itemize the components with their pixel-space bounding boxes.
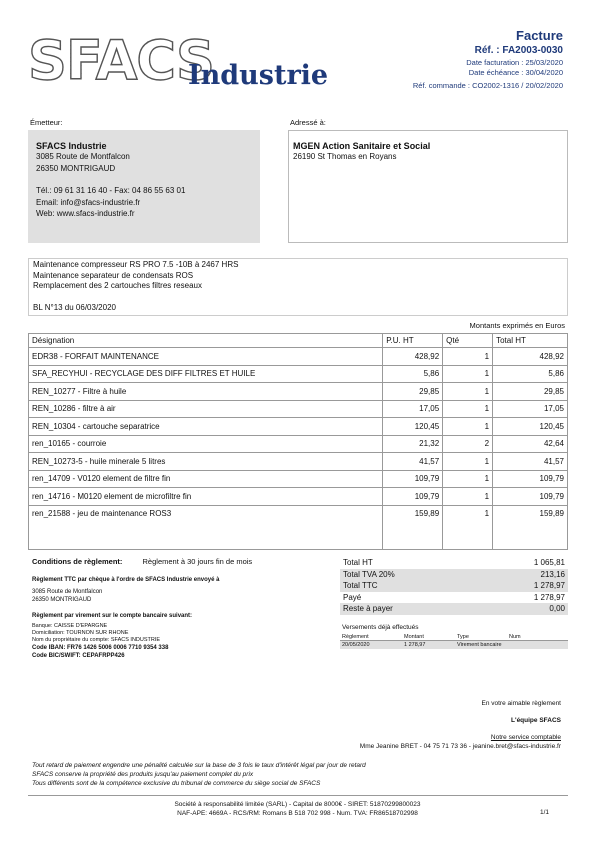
versements-title: Versements déjà effectués <box>342 624 419 631</box>
cell-designation: ren_21588 - jeu de maintenance ROS3 <box>29 505 383 549</box>
cell-pu: 159,89 <box>383 505 443 549</box>
cell-pu: 428,92 <box>383 348 443 366</box>
cell-designation: REN_10277 - Filtre à huile <box>29 383 383 401</box>
table-row <box>29 488 568 506</box>
total-ht-line <box>340 557 568 569</box>
footer-divider <box>28 795 568 796</box>
emetteur-tel: Tél.: 09 61 31 16 40 - Fax: 04 86 55 63 01 <box>36 186 186 195</box>
cell-qte: 1 <box>443 348 493 366</box>
cell-total: 17,05 <box>493 400 568 418</box>
destinataire-name: MGEN Action Sanitaire et Social <box>293 141 431 151</box>
cell-pu: 120,45 <box>383 418 443 436</box>
bic: Code BIC/SWIFT: CEPAFRPP426 <box>32 653 125 659</box>
date-facturation: Date facturation : 25/03/2020 <box>466 58 563 67</box>
total-ttc-line <box>340 580 568 592</box>
totals-block <box>340 557 568 615</box>
description-line: Maintenance separateur de condensats ROS <box>33 270 194 280</box>
legal-line: Tout retard de paiement engendre une pénalité calculée sur la base de 3 fois le taux d'intérêt légal par jour de retard <box>32 762 366 769</box>
total-label: Reste à payer <box>343 604 393 613</box>
col-pu: P.U. HT <box>383 334 443 348</box>
total-value: 0,00 <box>549 604 565 613</box>
virement-title: Règlement par virement sur le compte bancaire suivant: <box>32 613 193 619</box>
cell-qte: 1 <box>443 470 493 488</box>
cell-qte: 2 <box>443 435 493 453</box>
cell-total: 109,79 <box>493 488 568 506</box>
emetteur-addr2: 26350 MONTRIGAUD <box>36 163 116 173</box>
emetteur-addr1: 3085 Route de Montfalcon <box>36 152 130 161</box>
proprietaire: Nom du propriétaire du compte: SFACS INDUSTRIE <box>32 637 161 643</box>
vers-header: Montant <box>404 634 424 640</box>
cell-pu: 41,57 <box>383 453 443 471</box>
cell-qte: 1 <box>443 383 493 401</box>
total-label: Total HT <box>343 558 373 567</box>
cell-pu: 109,79 <box>383 470 443 488</box>
cell-total: 41,57 <box>493 453 568 471</box>
table-row <box>29 383 568 401</box>
ref-commande: Réf. commande : CO2002-1316 / 20/02/2020 <box>412 81 563 90</box>
cell-qte: 1 <box>443 488 493 506</box>
emetteur-name: SFACS Industrie <box>36 141 107 151</box>
cell-total: 428,92 <box>493 348 568 366</box>
invoice-ref: Réf. : FA2003-0030 <box>474 45 563 56</box>
iban: Code IBAN: FR76 1426 5006 0006 7710 9354 338 <box>32 645 169 651</box>
closing-block <box>482 700 562 741</box>
cell-pu: 5,86 <box>383 365 443 383</box>
versements-table <box>340 634 568 649</box>
emetteur-label: Émetteur: <box>30 118 63 127</box>
table-row <box>29 470 568 488</box>
cheque-addr1: 3085 Route de Montfalcon <box>32 589 103 595</box>
invoice-lines-table <box>28 333 568 550</box>
cell-total: 120,45 <box>493 418 568 436</box>
vers-cell: 20/05/2020 <box>342 642 370 648</box>
cell-designation: REN_10286 - filtre à air <box>29 400 383 418</box>
cell-designation: REN_10273-5 - huile minerale 5 litres <box>29 453 383 471</box>
cell-designation: ren_14716 - M0120 element de microfiltre fin <box>29 488 383 506</box>
table-row <box>29 453 568 471</box>
emetteur-web: Web: www.sfacs-industrie.fr <box>36 209 135 218</box>
invoice-title: Facture <box>516 28 563 43</box>
company-logo <box>28 29 329 92</box>
col-qte: Qté <box>443 334 493 348</box>
logo-sub-text: Industrie <box>188 60 329 91</box>
total-tva-line <box>340 569 568 581</box>
total-label: Total TVA 20% <box>343 569 395 579</box>
destinataire-label: Adressé à: <box>290 118 326 127</box>
vers-header: Num <box>509 634 521 640</box>
cell-pu: 109,79 <box>383 488 443 506</box>
cell-qte: 1 <box>443 400 493 418</box>
invoice-header <box>413 28 563 91</box>
cell-qte: 1 <box>443 418 493 436</box>
montants-note: Montants exprimés en Euros <box>469 321 565 330</box>
total-label: Total TTC <box>343 581 378 590</box>
vers-cell: 1 278,97 <box>404 642 426 648</box>
closing-contact: Mme Jeanine BRET - 04 75 71 73 36 - jeanine.bret@sfacs-industrie.fr <box>359 743 561 750</box>
footer-line2: NAF-APE: 4669A - RCS/RM: Romans B 518 702 998 - Num. TVA: FR86518702998 <box>177 810 418 817</box>
emetteur-email: Email: info@sfacs-industrie.fr <box>36 197 141 207</box>
table-row <box>29 418 568 436</box>
cheque-title: Règlement TTC par chèque à l'ordre de SFACS Industrie envoyé à <box>32 577 220 583</box>
cell-qte: 1 <box>443 365 493 383</box>
cell-pu: 17,05 <box>383 400 443 418</box>
destinataire-addr: 26190 St Thomas en Royans <box>293 152 397 161</box>
cheque-addr2: 26350 MONTRIGAUD <box>32 597 92 603</box>
table-row <box>29 365 568 383</box>
conditions-label: Conditions de règlement: <box>32 557 123 566</box>
total-value: 1 278,97 <box>533 592 565 602</box>
closing-line2: L'équipe SFACS <box>511 717 561 724</box>
table-row <box>29 505 568 549</box>
cell-designation: EDR38 - FORFAIT MAINTENANCE <box>29 348 383 366</box>
total-label: Payé <box>343 592 362 602</box>
payment-conditions <box>32 557 332 660</box>
cell-pu: 21,32 <box>383 435 443 453</box>
description-line: Remplacement des 2 cartouches filtres reseaux <box>33 281 202 290</box>
banque: Banque: CAISSE D'EPARGNE <box>32 623 108 629</box>
emetteur-box <box>28 130 260 243</box>
col-designation: Désignation <box>29 334 383 348</box>
description-line: Maintenance compresseur RS PRO 7.5 -10B à 2467 HRS <box>33 260 239 269</box>
col-total: Total HT <box>493 334 568 348</box>
cell-total: 42,64 <box>493 435 568 453</box>
closing-line1: En votre aimable règlement <box>481 700 561 707</box>
logo-main-text: SFACS <box>28 29 214 92</box>
total-value: 1 065,81 <box>533 558 565 567</box>
table-header-row <box>29 334 568 348</box>
total-value: 1 278,97 <box>533 581 565 590</box>
table-row <box>29 348 568 366</box>
vers-header: Type <box>457 634 469 640</box>
cell-qte: 1 <box>443 453 493 471</box>
footer <box>0 800 595 818</box>
page-number: 1/1 <box>539 809 549 816</box>
domiciliation: Domiciliation: TOURNON SUR RHONE <box>32 630 129 636</box>
legal-notes <box>32 761 366 788</box>
destinataire-box <box>288 130 568 243</box>
conditions-value: Règlement à 30 jours fin de mois <box>142 557 253 566</box>
cell-designation: REN_10304 - cartouche separatrice <box>29 418 383 436</box>
cell-total: 109,79 <box>493 470 568 488</box>
cell-total: 29,85 <box>493 383 568 401</box>
table-row <box>29 400 568 418</box>
table-row <box>29 435 568 453</box>
legal-line: Tous différents sont de la compétence exclusive du tribunal de commerce du siège social de SFACS <box>32 780 321 787</box>
date-echeance: Date échéance : 30/04/2020 <box>468 67 563 77</box>
cell-qte: 1 <box>443 505 493 549</box>
total-value: 213,16 <box>540 569 565 579</box>
description-box <box>28 258 568 316</box>
footer-line1: Société à responsabilité limitée (SARL) - Capital de 8000€ - SIRET: 51870299800023 <box>174 801 421 808</box>
cell-designation: SFA_RECYHUI - RECYCLAGE DES DIFF FILTRES ET HUILE <box>29 365 383 383</box>
vers-header: Règlement <box>342 634 369 640</box>
reste-line <box>340 603 568 615</box>
legal-line: SFACS conserve la propriété des produits jusqu'au paiement complet du prix <box>32 771 254 778</box>
cell-designation: ren_10165 - courroie <box>29 435 383 453</box>
paye-line <box>340 592 568 604</box>
vers-cell: Virement bancaire <box>457 642 502 648</box>
closing-service: Notre service comptable <box>490 734 561 741</box>
cell-pu: 29,85 <box>383 383 443 401</box>
bl-reference: BL N°13 du 06/03/2020 <box>33 302 116 312</box>
cell-total: 159,89 <box>493 505 568 549</box>
cell-total: 5,86 <box>493 365 568 383</box>
cell-designation: ren_14709 - V0120 element de filtre fin <box>29 470 383 488</box>
